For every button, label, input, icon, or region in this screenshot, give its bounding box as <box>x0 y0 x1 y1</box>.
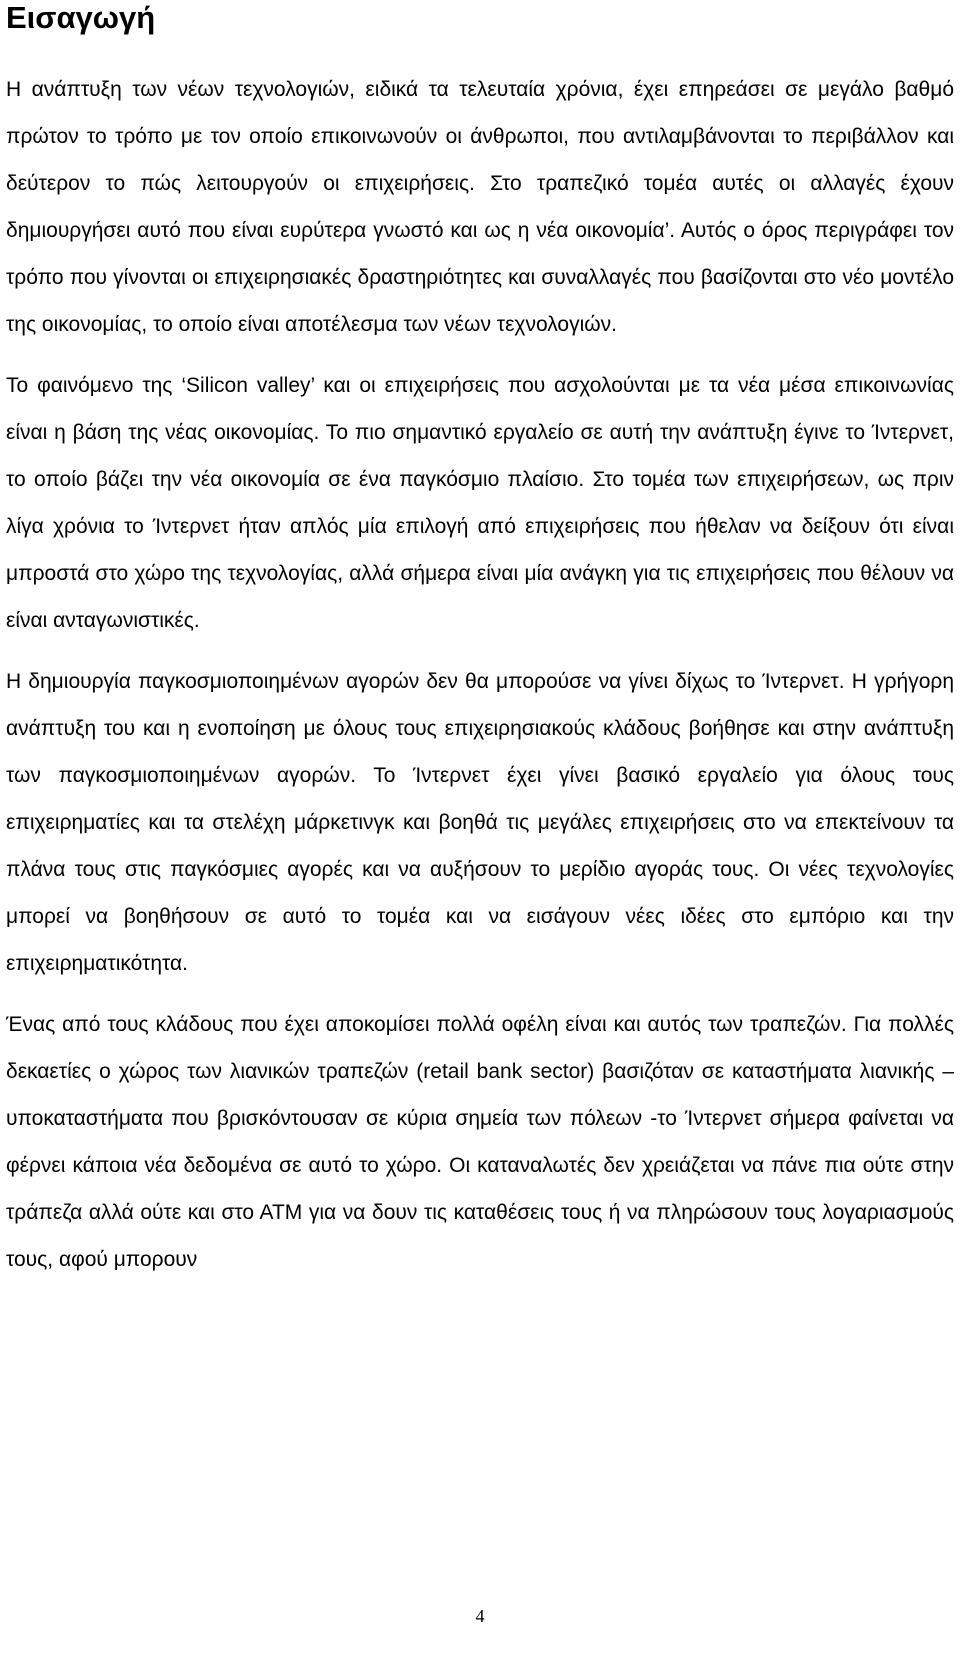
document-page <box>6 0 954 1283</box>
paragraph-3: Η δημιουργία παγκοσμιοποιημένων αγορών δεν θα μπορούσε να γίνει δίχως το Ίντερνετ. Η γρήγορη ανάπτυξη του και η ενοποίηση με όλους τους επιχειρησιακούς κλάδους βοήθησε και στην ανάπτυξη των παγκοσμιοποιημένων αγορών. Το Ίντερνετ έχει γίνει βασικό εργαλείο για όλους τους επιχειρηματίες και τα στελέχη μάρκετινγκ και βοηθά τις μεγάλες επιχειρήσεις στο να επεκτείνουν τα πλάνα τους στις παγκόσμιες αγορές και να αυξήσουν το μερίδιο αγοράς τους. Οι νέες τεχνολογίες μπορεί να βοηθήσουν σε αυτό το τομέα και να εισάγουν νέες ιδέες στο εμπόριο και την επιχειρηματικότητα. <box>6 670 954 975</box>
paragraph-1: Η ανάπτυξη των νέων τεχνολογιών, ειδικά τα τελευταία χρόνια, έχει επηρεάσει σε μεγάλο βαθμό πρώτον το τρόπο με τον οποίο επικοινωνούν οι άνθρωποι, που αντιλαμβάνονται το περιβάλλον και δεύτερον το πώς λειτουργούν οι επιχειρήσεις. Στο τραπεζικό τομέα αυτές οι αλλαγές έχουν δημιουργήσει αυτό που είναι ευρύτερα γνωστό και ως η νέα οικονομία’. Αυτός ο όρος περιγράφει τον τρόπο που γίνονται οι επιχειρησιακές δραστηριότητες και συναλλαγές που βασίζονται στο νέο μοντέλο της οικονομίας, το οποίο είναι αποτέλεσμα των νέων τεχνολογιών. <box>6 78 954 336</box>
page-title: Εισαγωγή <box>6 0 156 35</box>
paragraph-2: Το φαινόμενο της ‘Silicon valley’ και οι επιχειρήσεις που ασχολούνται με τα νέα μέσα επικοινωνίας είναι η βάση της νέας οικονομίας. Το πιο σημαντικό εργαλείο σε αυτή την ανάπτυξη έγινε το Ίντερνετ, το οποίο βάζει την νέα οικονομία σε ένα παγκόσμιο πλαίσιο. Στο τομέα των επιχειρήσεων, ως πριν λίγα χρόνια το Ίντερνετ ήταν απλός μία επιλογή από επιχειρήσεις που ήθελαν να δείξουν ότι είναι μπροστά στο χώρο της τεχνολογίας, αλλά σήμερα είναι μία ανάγκη για τις επιχειρήσεις που θέλουν να είναι ανταγωνιστικές. <box>6 374 954 632</box>
page-number: 4 <box>475 1606 485 1626</box>
paragraph-4: Ένας από τους κλάδους που έχει αποκομίσει πολλά οφέλη είναι και αυτός των τραπεζών. Για πολλές δεκαετίες ο χώρος των λιανικών τραπεζών (retail bank sector) βασιζόταν σε καταστήματα λιανικής – υποκαταστήματα που βρισκόντουσαν σε κύρια σημεία των πόλεων -το Ίντερνετ σήμερα φαίνεται να φέρνει κάποια νέα δεδομένα σε αυτό το χώρο. Οι καταναλωτές δεν χρειάζεται να πάνε πια ούτε στην τράπεζα αλλά ούτε και στο ΑΤΜ για να δουν τις καταθέσεις τους ή να πληρώσουν τους λογαριασμούς τους, αφού μπορουν <box>6 1013 954 1271</box>
